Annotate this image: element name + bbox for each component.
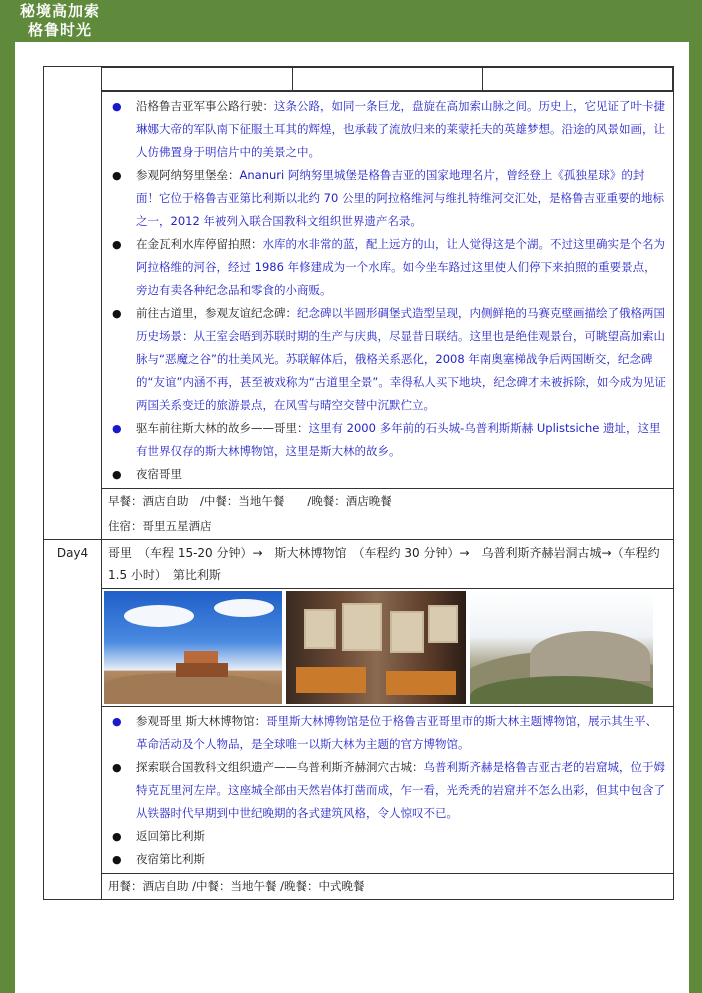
cave-city-landscape-photo xyxy=(470,591,653,704)
day4-label: Day4 xyxy=(56,546,89,560)
activity-title: 驱车前往斯大林的故乡——哥里： xyxy=(136,421,309,435)
brand-logo xyxy=(10,2,110,40)
bullet-icon: ● xyxy=(112,422,122,435)
day3-meals: 早餐：酒店自助 /中餐：当地午餐 /晚餐：酒店晚餐 xyxy=(108,494,392,508)
day3-activity-item xyxy=(108,302,667,417)
day4-meals-row xyxy=(44,874,674,900)
day3-activity-item xyxy=(108,95,667,164)
sub-cell-1 xyxy=(102,68,292,91)
day3-meals-cell xyxy=(102,489,674,540)
day4-activity-item xyxy=(108,825,667,848)
bullet-icon: ● xyxy=(112,468,122,481)
bullet-icon: ● xyxy=(112,307,122,320)
day3-header-row xyxy=(44,67,674,92)
day3-activity-item xyxy=(108,463,667,486)
activity-title: 返回第比利斯 xyxy=(136,829,205,843)
day3-meals-row xyxy=(44,489,674,540)
itinerary-table xyxy=(43,66,674,900)
activity-title: 参观哥里 斯大林博物馆： xyxy=(136,714,267,728)
day4-meals-cell xyxy=(102,874,674,900)
day4-photos-cell xyxy=(102,589,674,707)
bullet-icon: ● xyxy=(112,853,122,866)
day4-activity-item xyxy=(108,710,667,756)
bullet-icon: ● xyxy=(112,100,122,113)
activity-title: 前往古道里，参观友谊纪念碑： xyxy=(136,306,297,320)
activity-title: 参观阿纳努里堡垒： xyxy=(136,168,240,182)
itinerary-page xyxy=(15,42,689,993)
day3-hotel: 住宿：哥里五星酒店 xyxy=(108,519,212,533)
activity-description: 这里有 2000 多年前的石头城-乌普利斯斯赫 Uplistsiche 遗址，这里有世界仅存的斯大林博物馆，这里是斯大林的故乡。 xyxy=(136,421,661,458)
activity-description: 水库的水非常的蓝，配上远方的山，让人觉得这是个湖。不过这里确实是个名为阿拉格维的河谷，经过 1986 年修建成为一个水库。如今坐车路过这里使人们停下来拍照的重要景点，旁边有卖各种纪念品和零食的小商贩。 xyxy=(136,237,665,297)
day4-activity-list xyxy=(102,707,673,873)
activity-description: Ananuri 阿纳努里城堡是格鲁吉亚的国家地理名片，曾经登上《孤独星球》的封面！它位于格鲁吉亚第比利斯以北约 70 公里的阿拉格维河与维扎特维河交汇处，是格鲁吉亚重要的地标之一，2012 年被列入联合国教科文组织世界遗产名录。 xyxy=(136,168,664,228)
bullet-icon: ● xyxy=(112,238,122,251)
brand-line1: 秘境高加索 xyxy=(19,2,100,20)
uplistsikhe-cave-photo xyxy=(104,591,282,704)
day4-activities-cell xyxy=(102,707,674,874)
sub-cell-2 xyxy=(292,68,482,91)
activity-description: 哥里斯大林博物馆是位于格鲁吉亚哥里市的斯大林主题博物馆，展示其生平、革命活动及个人物品，是全球唯一以斯大林为主题的官方博物馆。 xyxy=(136,714,658,751)
day3-activity-list xyxy=(102,92,673,488)
day3-activities-cell xyxy=(102,92,674,489)
day4-photos-row xyxy=(44,589,674,707)
day4-label-cell xyxy=(44,540,102,900)
activity-title: 沿格鲁吉亚军事公路行驶： xyxy=(136,99,274,113)
day4-route: 哥里 （车程 15-20 分钟）→ 斯大林博物馆 （车程约 30 分钟）→ 乌普利斯齐赫岩洞古城→（车程约 1.5 小时） 第比利斯 xyxy=(108,546,660,582)
day4-meals: 用餐：酒店自助 /中餐：当地午餐 /晚餐：中式晚餐 xyxy=(108,879,365,893)
day4-route-row xyxy=(44,540,674,589)
activity-title: 夜宿第比利斯 xyxy=(136,852,205,866)
bullet-icon: ● xyxy=(112,715,122,728)
sub-cell-3 xyxy=(482,68,672,91)
day3-label-cell xyxy=(44,67,102,540)
activity-description: 乌普利斯齐赫是格鲁吉亚古老的岩窟城，位于姆特克瓦里河左岸。这座城全部由天然岩体打凿而成，乍一看，光秃秃的岩窟并不怎么出彩，但其中包含了从铁器时代早期到中世纪晚期的各式建筑风格，令人惊叹不已。 xyxy=(136,760,665,820)
day3-activities-row xyxy=(44,92,674,489)
activity-title: 探索联合国教科文组织遗产——乌普利斯齐赫洞穴古城： xyxy=(136,760,424,774)
day3-activity-item xyxy=(108,417,667,463)
day4-activity-item xyxy=(108,848,667,871)
bullet-icon: ● xyxy=(112,761,122,774)
day3-activity-item xyxy=(108,233,667,302)
bullet-icon: ● xyxy=(112,169,122,182)
activity-description: 这条公路，如同一条巨龙，盘旋在高加索山脉之间。历史上，它见证了叶卡捷琳娜大帝的军队南下征服土耳其的辉煌，也承载了流放归来的莱蒙托夫的英雄梦想。沿途的风景如画，让人仿佛置身于明信片中的美景之中。 xyxy=(136,99,665,159)
day4-route-cell xyxy=(102,540,674,589)
stalin-museum-photo xyxy=(286,591,466,704)
bullet-icon: ● xyxy=(112,830,122,843)
brand-line2: 格鲁时光 xyxy=(27,21,92,39)
activity-title: 在金瓦利水库停留拍照： xyxy=(136,237,263,251)
day3-subheader-cell xyxy=(102,67,674,92)
footer-slogan: 何以解忧，唯有暴走 xyxy=(458,968,647,992)
day3-activity-item xyxy=(108,164,667,233)
day4-activity-item xyxy=(108,756,667,825)
activity-description: 纪念碑以半圆形碉堡式造型呈现，内侧鲜艳的马赛克壁画描绘了俄格两国历史场景：从王室会晤到苏联时期的生产与庆典，尽显昔日联结。这里也是绝佳观景台，可眺望高加索山脉与“恶魔之谷”的壮美风光。苏联解体后，俄格关系恶化，2008 年南奥塞梯战争后两国断交，纪念碑的“友谊”内涵不再，甚至被戏称为“古道里全景”。幸得私人买下地块，纪念碑才未被拆除，如今成为见证两国关系变迁的旅游景点，在风雪与晴空交替中沉默伫立。 xyxy=(136,306,666,412)
day4-activities-row xyxy=(44,707,674,874)
activity-title: 夜宿哥里 xyxy=(136,467,182,481)
